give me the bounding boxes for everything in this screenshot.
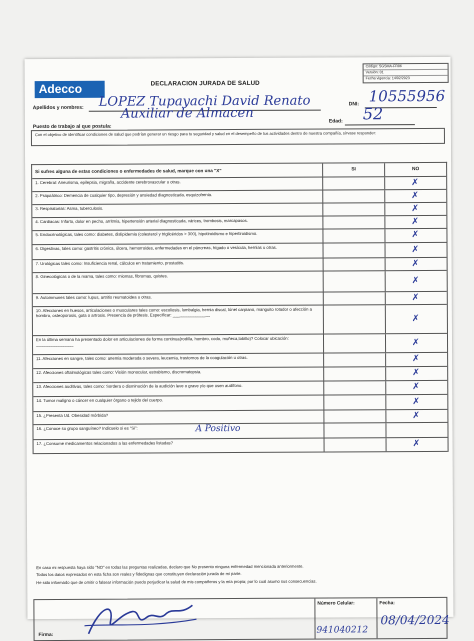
- puesto-label: Puesto de trabajo al que postula:: [32, 123, 112, 131]
- question-text: 2. Psiquiátrico: Demencia de cualquier tipo, depresión y ansiedad diagnosticada, esquizofrenia.: [35, 192, 213, 199]
- question-text: 6. Digestivas, tales como: gastritis crónica, úlcera, hemorroides, enfermedades en el páncreas, hígado o vesícula, hernias u otras.: [35, 244, 277, 252]
- answer-no-cell[interactable]: [385, 367, 447, 380]
- question-text: 8. Ginecológicas o de la mama, tales como: miomas, fibromas, quistes.: [35, 273, 168, 280]
- table-row: [33, 334, 447, 355]
- question-text: 5. Endocrinológicas, tales como: diabetes, dislipidemia (colesterol y triglicéridos > 300), hipotiroidismo e hipertiroidismo.: [35, 230, 258, 238]
- question-text: 17. ¿Consume medicamentos relacionados a las enfermedades listadas?: [36, 440, 173, 447]
- intro-text: Con el objetivo de identificar condiciones de salud que podrían generar un riesgo para tu seguridad y salud en el desempeño de tus actividades dentro de nuestra compañía, sírvase responder:: [31, 128, 445, 146]
- question-text: 1. Cerebral: Aneurisma, epilepsia, migraña, accidente cerebrovascular u otras.: [35, 179, 181, 186]
- answer-si-cell[interactable]: [323, 243, 385, 257]
- answer-no-cell[interactable]: [385, 292, 447, 304]
- question-text: En la última semana ha presentado dolor en articulaciones de forma continua(rodilla, hombro, codo, muñeca,tobillo)? Colocar ubicación: ________________: [35, 335, 289, 348]
- answer-no-cell[interactable]: [385, 305, 447, 333]
- x-mark-icon: ✗: [411, 313, 420, 324]
- answer-no-cell[interactable]: [384, 190, 446, 202]
- answer-no-cell[interactable]: [384, 216, 446, 228]
- answer-no-cell[interactable]: [384, 203, 446, 215]
- x-mark-icon: ✗: [412, 368, 420, 379]
- edad-label: Edad:: [328, 118, 343, 125]
- x-mark-icon: ✗: [411, 190, 419, 201]
- question-text: 4. Cardiacas: Infarto, dolor en pecho, arritmia, hipertensión arterial diagnosticada, várices, trombosis, marcapasos.: [35, 217, 248, 225]
- answer-si-cell[interactable]: [322, 177, 384, 189]
- phone-cell: [314, 598, 377, 638]
- answer-si-cell[interactable]: [323, 395, 385, 409]
- firma-label: Firma:: [38, 632, 54, 639]
- header-question: Si sufres alguna de estas condiciones o enfermedades de salud, marque con una "X": [35, 168, 222, 175]
- blood-type-answer[interactable]: A Positivo: [195, 423, 241, 435]
- question-text: 15. ¿Presenta Ud. Obesidad mórbida?: [36, 412, 109, 419]
- question-text: 13. Afecciones auditivas, tales como: Sordera o disminución de la audición leve o grave y/o que usen audífono.: [36, 382, 243, 390]
- answer-si-cell[interactable]: [323, 423, 385, 437]
- declaration-line-3: He sido informado que de omitir o falsear información puedo perjudicar la salud de mis compañeros y la mía propia; por lo cual asumo sus consecuencias.: [36, 578, 317, 585]
- date-cell: [376, 598, 448, 638]
- signature-cell: [34, 599, 315, 640]
- numero-label: Número Celular:: [317, 601, 355, 607]
- answer-si-cell[interactable]: [323, 381, 385, 394]
- header-si: SI: [322, 163, 384, 176]
- edad-line: [345, 124, 415, 125]
- question-text: 16. ¿Conoce su grupo sanguíneo? Indicuelo si es "Si":: [36, 425, 138, 432]
- question-text: 14. Tumor maligno o cáncer en cualquier órgano o tejido del cuerpo.: [36, 397, 163, 404]
- x-mark-icon: ✗: [411, 177, 419, 188]
- question-text: 7. Urológicas tales como: Insuficiencia renal, cálculos en tratamiento, prostatitis.: [35, 260, 185, 267]
- document-title: DECLARACION JURADA DE SALUD: [150, 79, 260, 88]
- footer-box: [33, 597, 450, 641]
- table-row: [33, 305, 447, 336]
- question-text: 10. Afecciones en huesos, articulaciones o musculares tales como: escoliosis, lumbalgia, hernia discal, túnel carpiano, manguito rotador o afección a hombro, osteoporosis, gota o artrosis. Presencia de prótesis. Especificar: ________________: [35, 306, 312, 319]
- x-mark-icon: ✗: [411, 292, 420, 303]
- x-mark-icon: ✗: [411, 230, 420, 241]
- answer-no-cell[interactable]: [386, 438, 448, 451]
- answer-no-cell[interactable]: [385, 243, 447, 257]
- answer-no-cell[interactable]: [385, 353, 447, 366]
- x-mark-icon: ✗: [412, 337, 420, 348]
- x-mark-icon: ✗: [412, 354, 420, 365]
- adecco-logo: Adecco: [35, 81, 105, 98]
- fecha-label: Fecha:: [379, 601, 395, 607]
- meta-date: Fecha vigencia: 14/02/2023: [365, 76, 410, 81]
- position-value[interactable]: Auxiliar de Almacen: [120, 105, 254, 122]
- health-conditions-table: [31, 162, 449, 454]
- x-mark-icon: ✗: [411, 203, 419, 214]
- answer-no-cell[interactable]: [385, 334, 447, 352]
- answer-no-cell[interactable]: [385, 410, 447, 422]
- answer-si-cell[interactable]: [322, 203, 384, 215]
- answer-si-cell[interactable]: [322, 190, 384, 202]
- table-row: [33, 271, 447, 294]
- header-no: NO: [384, 163, 446, 176]
- dni-value[interactable]: 10555956: [368, 86, 446, 106]
- x-mark-icon: ✗: [412, 439, 421, 450]
- answer-si-cell[interactable]: [323, 367, 385, 380]
- declaration-line-2: Todos los datos expresados en esta ficha son reales y fidedignas que constituyen declaración jurada de mi parte.: [36, 571, 242, 578]
- meta-code: Código: SGSMA-FR06: [364, 64, 448, 71]
- answer-si-cell[interactable]: [323, 410, 385, 422]
- question-text: 12. Afecciones oftalmológicas tales como: Visión monocular, estrabismo, discromatopsia.: [36, 369, 202, 376]
- answer-no-cell[interactable]: [385, 258, 447, 270]
- answer-si-cell[interactable]: [323, 334, 385, 352]
- declaration-block: [33, 563, 447, 587]
- answer-si-cell[interactable]: [323, 271, 385, 291]
- table-row: [34, 438, 448, 454]
- declaration-sheet: [25, 57, 454, 639]
- numero-value[interactable]: 941040212: [316, 625, 369, 636]
- answer-no-cell[interactable]: [384, 177, 446, 189]
- answer-no-cell[interactable]: [385, 381, 447, 394]
- x-mark-icon: ✗: [411, 216, 419, 227]
- answer-no-cell[interactable]: [385, 271, 447, 291]
- answer-si-cell[interactable]: [322, 216, 384, 228]
- x-mark-icon: ✗: [411, 244, 420, 255]
- x-mark-icon: ✗: [412, 410, 420, 421]
- x-mark-icon: ✗: [411, 258, 420, 269]
- edad-value[interactable]: 52: [362, 104, 384, 124]
- meta-version: Versión: 01: [364, 70, 448, 77]
- answer-si-cell[interactable]: [323, 292, 385, 304]
- name-label: Apellidos y nombres:: [32, 104, 84, 112]
- answer-no-cell[interactable]: [385, 423, 447, 437]
- question-text: 3. Respiratorias: Asma, tuberculosis.: [35, 205, 104, 212]
- answer-si-cell[interactable]: [323, 353, 385, 366]
- x-mark-icon: ✗: [412, 396, 420, 407]
- question-text: 9. Autoinmunes tales como: lupus, artritis reumatoidea u otras.: [35, 294, 152, 301]
- answer-si-cell[interactable]: [322, 229, 384, 242]
- dni-label: DNI:: [348, 101, 360, 108]
- declaration-line-1: En caso mi respuesta haya sido "NO" en todas las preguntas realizadas, declaro que No presento ninguna enfermedad mencionada anteriormente.: [36, 563, 304, 571]
- question-text: 11. Afecciones en sangre, tales como: anemia moderada o severa, leucemia, trastornos de la coagulación u otras.: [36, 354, 248, 362]
- fecha-value[interactable]: 08/04/2024: [380, 612, 450, 628]
- x-mark-icon: ✗: [411, 275, 420, 286]
- name-value[interactable]: LOPEZ Tupayachi David Renato: [98, 93, 311, 110]
- answer-si-cell[interactable]: [323, 258, 385, 270]
- answer-si-cell[interactable]: [323, 305, 385, 333]
- signature-mark: [80, 595, 200, 640]
- answer-no-cell[interactable]: [385, 395, 447, 409]
- answer-si-cell[interactable]: [324, 438, 386, 451]
- x-mark-icon: ✗: [412, 382, 420, 393]
- answer-no-cell[interactable]: [384, 229, 446, 242]
- document-meta-box: [363, 63, 449, 83]
